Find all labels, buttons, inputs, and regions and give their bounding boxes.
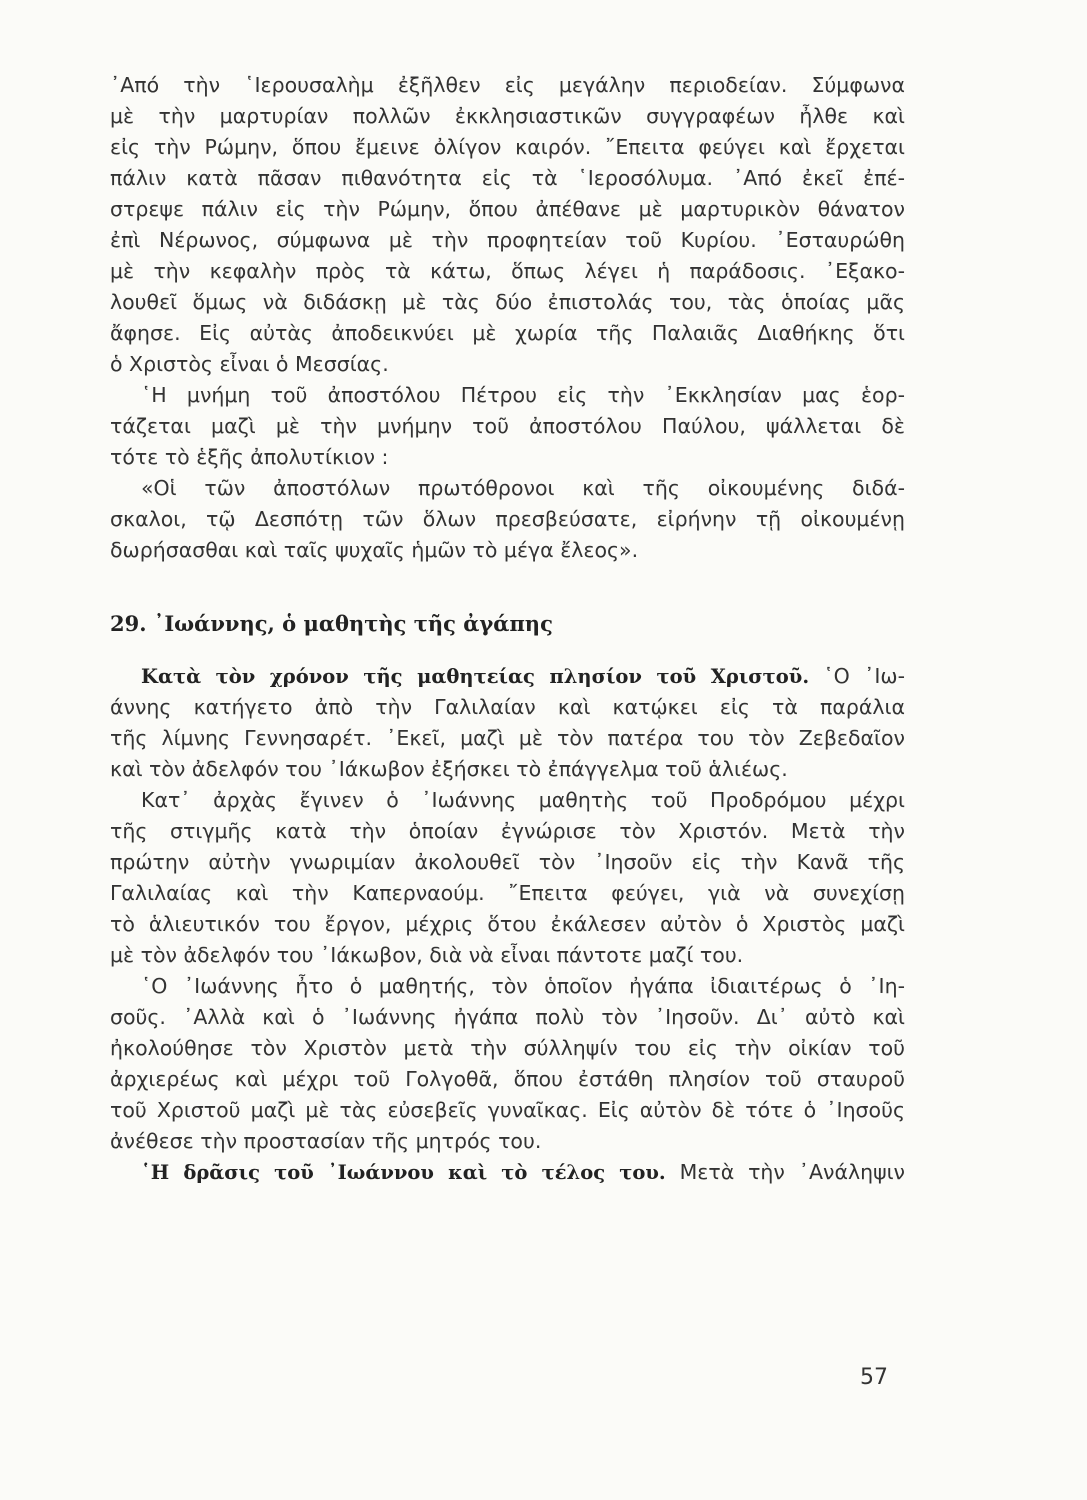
hymn-line: δωρήσασθαι καὶ ταῖς ψυχαῖς ἡμῶν τὸ μέγα ἔλεος».	[110, 538, 639, 562]
text-line: μὲ τὸν ἀδελφόν του ᾿Ιάκωβον, διὰ νὰ εἶναι πάντοτε μαζί του.	[110, 943, 744, 967]
text-line: τότε τὸ ἑξῆς ἀπολυτίκιον :	[110, 445, 389, 469]
text-line: ᾿Από τὴν ῾Ιερουσαλὴμ ἐξῆλθεν εἰς μεγάλην περιοδείαν. Σύμφωνα	[110, 73, 905, 97]
text-line: λουθεῖ ὅμως νὰ διδάσκῃ μὲ τὰς δύο ἐπιστολάς του, τὰς ὁποίας μᾶς	[110, 290, 905, 314]
text-line: ὁ Χριστὸς εἶναι ὁ Μεσσίας.	[110, 352, 389, 376]
text-line: πάλιν κατὰ πᾶσαν πιθανότητα εἰς τὰ ῾Ιεροσόλυμα. ᾿Από ἐκεῖ ἐπέ-	[110, 166, 905, 190]
text-line: Κατ᾿ ἀρχὰς ἔγινεν ὁ ᾿Ιωάννης μαθητὴς τοῦ Προδρόμου μέχρι	[141, 788, 905, 812]
text-line	[110, 1157, 905, 1188]
text-line: τῆς λίμνης Γεννησαρέτ. ᾿Εκεῖ, μαζὶ μὲ τὸν πατέρα του τὸν Ζεβεδαῖον	[110, 726, 905, 750]
text-line: ῾Η μνήμη τοῦ ἀποστόλου Πέτρου εἰς τὴν ᾿Εκκλησίαν μας ἑορ-	[141, 383, 905, 407]
text-line: ἀνέθεσε τὴν προστασίαν τῆς μητρός του.	[110, 1129, 542, 1153]
text-line	[110, 661, 905, 692]
text-line: στρεψε πάλιν εἰς τὴν Ρώμην, ὅπου ἀπέθανε μὲ μαρτυρικὸν θάνατον	[110, 197, 905, 221]
subsection-title: Κατὰ τὸν χρόνον τῆς μαθητείας πλησίον τοῦ Χριστοῦ.	[141, 665, 810, 688]
text-line: πρώτην αὐτὴν γνωριμίαν ἀκολουθεῖ τὸν ᾿Ιησοῦν εἰς τὴν Κανᾶ τῆς	[110, 850, 905, 874]
text-line: τάζεται μαζὶ μὲ τὴν μνήμην τοῦ ἀποστόλου Παύλου, ψάλλεται δὲ	[110, 414, 905, 438]
text-line: ῾Ο ᾿Ιωάννης ἦτο ὁ μαθητής, τὸν ὁποῖον ἠγάπα ἰδιαιτέρως ὁ ᾿Ιη-	[141, 974, 905, 998]
text-line: εἰς τὴν Ρώμην, ὅπου ἔμεινε ὀλίγον καιρόν. ῎Επειτα φεύγει καὶ ἔρχεται	[110, 135, 905, 159]
text-line: ἄφησε. Εἰς αὐτὰς ἀποδεικνύει μὲ χωρία τῆς Παλαιᾶς Διαθήκης ὅτι	[110, 321, 905, 345]
text-line: ἀρχιερέως καὶ μέχρι τοῦ Γολγοθᾶ, ὅπου ἐστάθη πλησίον τοῦ σταυροῦ	[110, 1067, 905, 1091]
text-line: ἠκολούθησε τὸν Χριστὸν μετὰ τὴν σύλληψίν του εἰς τὴν οἰκίαν τοῦ	[110, 1036, 905, 1060]
text-line: μὲ τὴν κεφαλὴν πρὸς τὰ κάτω, ὅπως λέγει ἡ παράδοσις. ᾿Εξακο-	[110, 259, 905, 283]
page-number: 57	[860, 1365, 888, 1390]
section-heading: 29. ᾿Ιωάννης, ὁ μαθητὴς τῆς ἀγάπης	[110, 611, 553, 636]
hymn-line: «Οἱ τῶν ἀποστόλων πρωτόθρονοι καὶ τῆς οἰκουμένης διδά-	[141, 476, 905, 500]
text-line: τοῦ Χριστοῦ μαζὶ μὲ τὰς εὐσεβεῖς γυναῖκας. Εἰς αὐτὸν δὲ τότε ὁ ᾿Ιησοῦς	[110, 1098, 905, 1122]
text-fragment: ῾Ο ᾿Ιω-	[823, 664, 905, 688]
text-line: καὶ τὸν ἀδελφόν του ᾿Ιάκωβον ἐξήσκει τὸ ἐπάγγελμα τοῦ ἁλιέως.	[110, 757, 788, 781]
text-line: σοῦς. ᾿Αλλὰ καὶ ὁ ᾿Ιωάννης ἠγάπα πολὺ τὸν ᾿Ιησοῦν. Δι᾿ αὐτὸ καὶ	[110, 1005, 905, 1029]
text-line: τὸ ἁλιευτικόν του ἔργον, μέχρις ὅτου ἐκάλεσεν αὐτὸν ὁ Χριστὸς μαζὶ	[110, 912, 905, 936]
text-line: ἐπὶ Νέρωνος, σύμφωνα μὲ τὴν προφητείαν τοῦ Κυρίου. ᾿Εσταυρώθη	[110, 228, 905, 252]
subsection-title: ῾Η δρᾶσις τοῦ ᾿Ιωάννου καὶ τὸ τέλος του.	[141, 1161, 666, 1184]
text-fragment: Μετὰ τὴν ᾿Ανάληψιν	[679, 1160, 905, 1184]
text-line: Γαλιλαίας καὶ τὴν Καπερναούμ. ῎Επειτα φεύγει, γιὰ νὰ συνεχίσῃ	[110, 881, 905, 905]
text-line: τῆς στιγμῆς κατὰ τὴν ὁποίαν ἐγνώρισε τὸν Χριστόν. Μετὰ τὴν	[110, 819, 905, 843]
hymn-line: σκαλοι, τῷ Δεσπότῃ τῶν ὅλων πρεσβεύσατε, εἰρήνην τῇ οἰκουμένῃ	[110, 507, 905, 531]
text-line: μὲ τὴν μαρτυρίαν πολλῶν ἐκκλησιαστικῶν συγγραφέων ἦλθε καὶ	[110, 104, 905, 128]
page-body	[110, 70, 905, 1188]
text-line: άννης κατήγετο ἀπὸ τὴν Γαλιλαίαν καὶ κατῴκει εἰς τὰ παράλια	[110, 695, 905, 719]
